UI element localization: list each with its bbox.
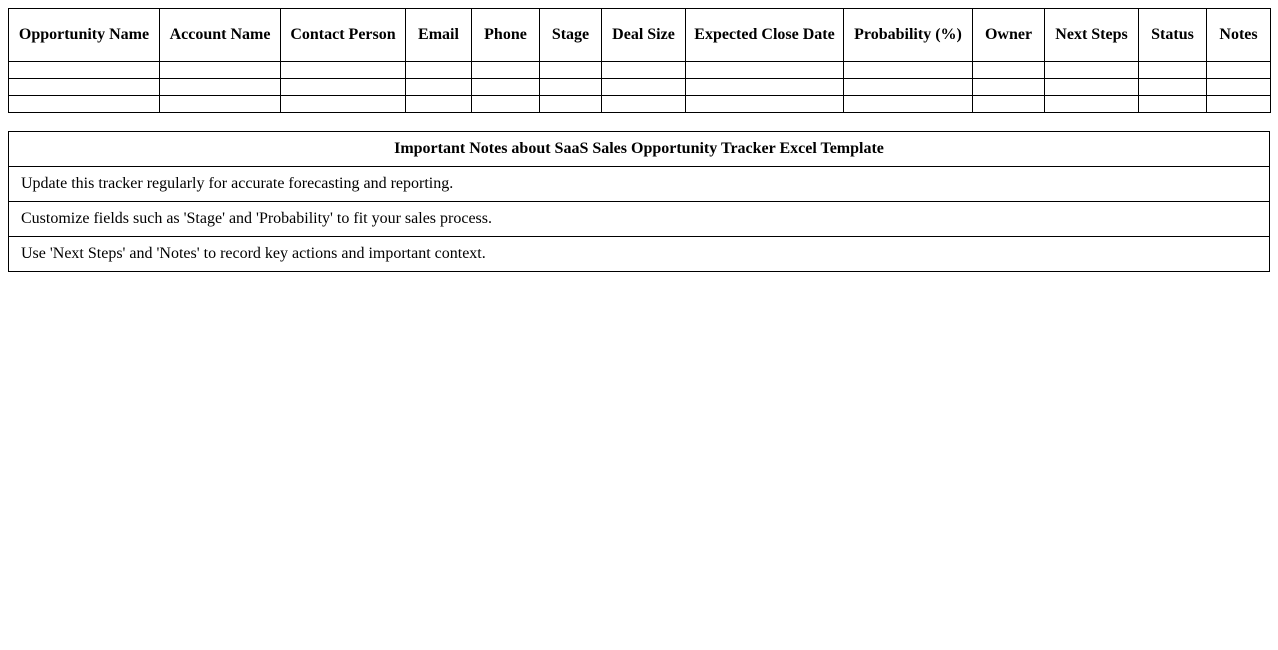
table-cell[interactable] [602, 79, 686, 96]
note-item: Use 'Next Steps' and 'Notes' to record key actions and important context. [9, 237, 1270, 272]
table-cell[interactable] [844, 96, 973, 113]
col-owner: Owner [973, 9, 1045, 62]
table-cell[interactable] [160, 79, 281, 96]
col-phone: Phone [472, 9, 540, 62]
table-cell[interactable] [686, 96, 844, 113]
col-opportunity-name: Opportunity Name [9, 9, 160, 62]
note-item: Update this tracker regularly for accurate forecasting and reporting. [9, 167, 1270, 202]
col-email: Email [406, 9, 472, 62]
table-cell[interactable] [9, 96, 160, 113]
table-row [9, 96, 1271, 113]
col-contact-person: Contact Person [281, 9, 406, 62]
table-cell[interactable] [540, 79, 602, 96]
col-notes: Notes [1207, 9, 1271, 62]
col-stage: Stage [540, 9, 602, 62]
table-cell[interactable] [602, 62, 686, 79]
table-cell[interactable] [1207, 62, 1271, 79]
important-notes-table [8, 131, 1270, 272]
col-account-name: Account Name [160, 9, 281, 62]
table-cell[interactable] [406, 79, 472, 96]
col-status: Status [1139, 9, 1207, 62]
table-cell[interactable] [844, 79, 973, 96]
table-cell[interactable] [9, 62, 160, 79]
header-row [9, 9, 1271, 62]
table-cell[interactable] [472, 79, 540, 96]
table-cell[interactable] [1207, 96, 1271, 113]
table-cell[interactable] [1207, 79, 1271, 96]
table-row [9, 62, 1271, 79]
table-cell[interactable] [160, 62, 281, 79]
table-cell[interactable] [281, 62, 406, 79]
table-cell[interactable] [1045, 62, 1139, 79]
table-cell[interactable] [281, 79, 406, 96]
col-probability: Probability (%) [844, 9, 973, 62]
table-cell[interactable] [973, 62, 1045, 79]
table-cell[interactable] [160, 96, 281, 113]
table-cell[interactable] [406, 96, 472, 113]
notes-title: Important Notes about SaaS Sales Opportunity Tracker Excel Template [9, 132, 1270, 167]
table-cell[interactable] [602, 96, 686, 113]
table-cell[interactable] [472, 62, 540, 79]
col-expected-close-date: Expected Close Date [686, 9, 844, 62]
table-cell[interactable] [686, 62, 844, 79]
col-next-steps: Next Steps [1045, 9, 1139, 62]
table-cell[interactable] [686, 79, 844, 96]
table-row [9, 79, 1271, 96]
col-deal-size: Deal Size [602, 9, 686, 62]
table-cell[interactable] [472, 96, 540, 113]
table-cell[interactable] [540, 96, 602, 113]
opportunity-tracker-table [8, 8, 1271, 113]
notes-header-row [9, 132, 1270, 167]
table-cell[interactable] [406, 62, 472, 79]
table-cell[interactable] [540, 62, 602, 79]
table-cell[interactable] [844, 62, 973, 79]
note-row [9, 237, 1270, 272]
note-item: Customize fields such as 'Stage' and 'Probability' to fit your sales process. [9, 202, 1270, 237]
note-row [9, 202, 1270, 237]
note-row [9, 167, 1270, 202]
table-cell[interactable] [1045, 96, 1139, 113]
table-cell[interactable] [1139, 79, 1207, 96]
table-cell[interactable] [281, 96, 406, 113]
table-cell[interactable] [973, 96, 1045, 113]
table-cell[interactable] [973, 79, 1045, 96]
table-cell[interactable] [1139, 96, 1207, 113]
table-cell[interactable] [1045, 79, 1139, 96]
table-cell[interactable] [9, 79, 160, 96]
table-cell[interactable] [1139, 62, 1207, 79]
